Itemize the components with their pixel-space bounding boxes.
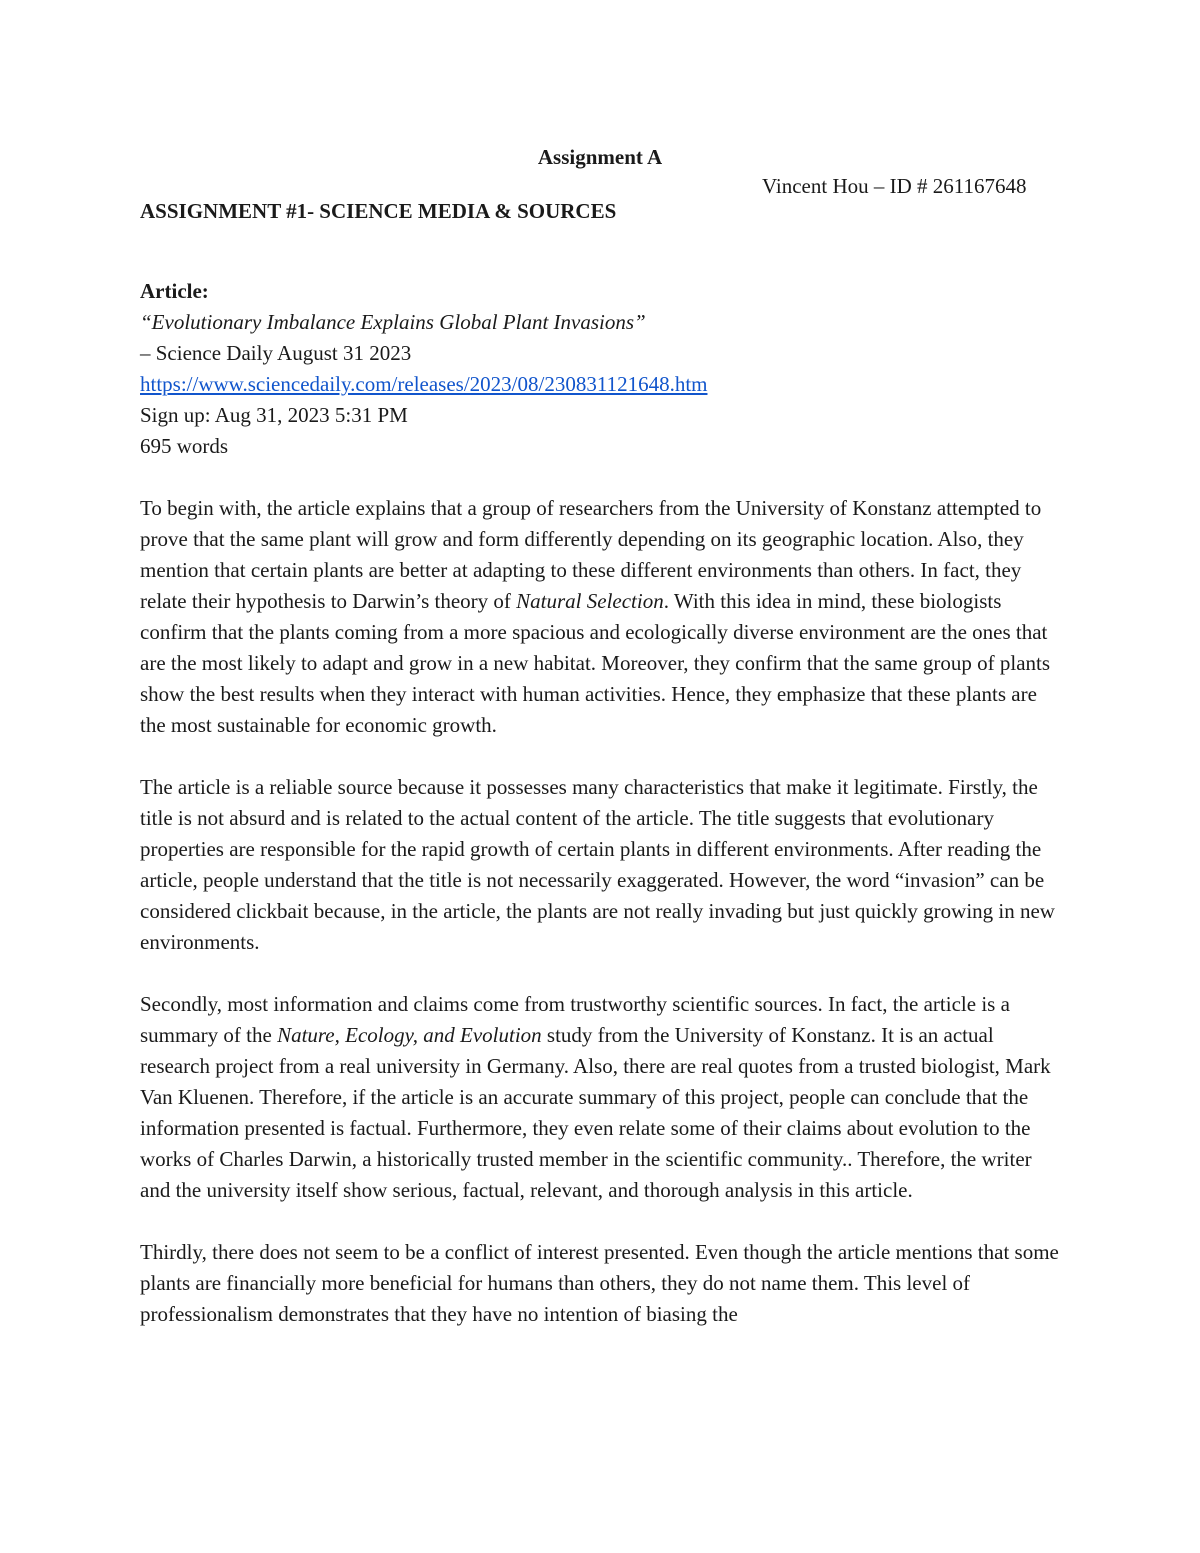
article-source: – Science Daily August 31 2023 <box>140 341 412 365</box>
author-id-line: Vincent Hou – ID # 261167648 <box>762 174 1027 198</box>
document-title: Assignment A <box>537 145 663 169</box>
sign-up-date: Sign up: Aug 31, 2023 5:31 PM <box>140 403 408 427</box>
study-title-term: Nature, Ecology, and Evolution <box>277 1023 542 1047</box>
document-body <box>140 276 1065 1361</box>
paragraph-summary-text-b: . With this idea in mind, these biologists confirm that the plants coming from a more spacious and ecologically diverse environment are the ones that are the most likely to adapt and grow in a new habitat. Moreover, they confirm that the same group of plants show the best results when they interact with human activities. Hence, they emphasize that these plants are the most sustainable for economic growth. <box>140 589 1051 737</box>
article-url-link[interactable]: https://www.sciencedaily.com/releases/2023/08/230831121648.htm <box>140 372 708 396</box>
paragraph-reliability: The article is a reliable source because it possesses many characteristics that make it legitimate. Firstly, the title is not absurd and is related to the actual content of the article. The title suggests that evolutionary properties are responsible for the rapid growth of certain plants in different environments. After reading the article, people understand that the title is not necessarily exaggerated. However, the word “invasion” can be considered clickbait because, in the article, the plants are not really invading but just quickly growing in new environments. <box>140 775 1055 954</box>
paragraph-sources-text-b: study from the University of Konstanz. It is an actual research project from a real university in Germany. Also, there are real quotes from a trusted biologist, Mark Van Kluenen. Therefore, if the article is an accurate summary of this project, people can conclude that the information presented is factual. Furthermore, they even relate some of their claims about evolution to the works of Charles Darwin, a historically trusted member in the scientific community.. Therefore, the writer and the university itself show serious, factual, relevant, and thorough analysis in this article. <box>140 1023 1051 1202</box>
assignment-heading: ASSIGNMENT #1- SCIENCE MEDIA & SOURCES <box>140 199 617 223</box>
article-info <box>140 276 1065 462</box>
article-title: “Evolutionary Imbalance Explains Global Plant Invasions” <box>140 310 646 334</box>
paragraph-conflict-of-interest: Thirdly, there does not seem to be a conflict of interest presented. Even though the article mentions that some plants are financially more beneficial for humans than others, they do not name them. This level of professionalism demonstrates that they have no intention of biasing the <box>140 1240 1059 1326</box>
paragraph-sources-text-a: Secondly, most information and claims come from trustworthy scientific sources. In fact, the article is a summary of the <box>140 992 1010 1047</box>
paragraph-sources <box>140 989 1065 1206</box>
word-count: 695 words <box>140 434 229 458</box>
natural-selection-term: Natural Selection <box>516 589 664 613</box>
paragraph-summary <box>140 493 1065 741</box>
paragraph-summary-text-a: To begin with, the article explains that a group of researchers from the University of Konstanz attempted to prove that the same plant will grow and form differently depending on its geographic location. Also, they mention that certain plants are better at adapting to these different environments than others. In fact, they relate their hypothesis to Darwin’s theory of <box>140 496 1042 613</box>
article-label: Article: <box>140 279 209 303</box>
